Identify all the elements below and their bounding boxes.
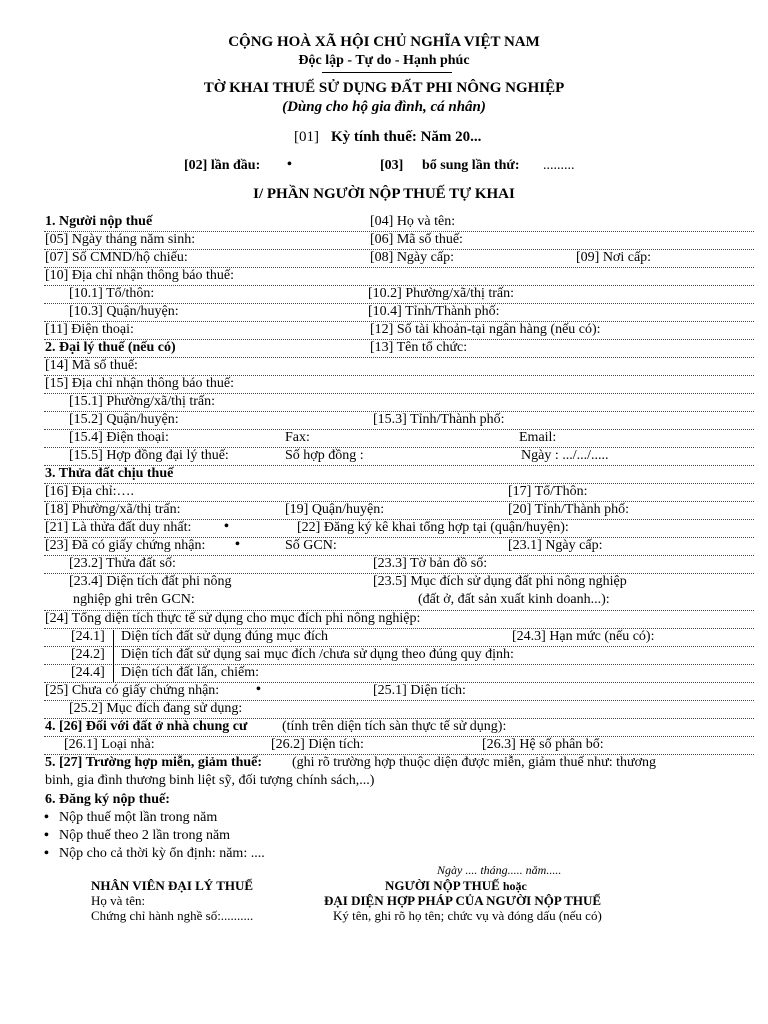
option-twice-bullet[interactable]: •: [44, 828, 49, 843]
full-name-field[interactable]: [04] Họ và tên:: [370, 214, 456, 229]
issue-place-field[interactable]: [09] Nơi cấp:: [576, 250, 652, 265]
no-certificate-checkbox[interactable]: •: [256, 682, 261, 697]
agent-province-field[interactable]: [15.3] Tỉnh/Thành phố:: [373, 412, 505, 427]
current-purpose-field[interactable]: [25.2] Mục đích đang sử dụng:: [69, 701, 243, 716]
tax-period[interactable]: Kỳ tính thuế: Năm 20...: [331, 129, 482, 145]
supplement-label: bổ sung lần thứ:: [422, 158, 520, 173]
agent-ward-field[interactable]: [15.1] Phường/xã/thị trấn:: [69, 394, 216, 409]
agent-staff-name[interactable]: Họ và tên:: [91, 893, 146, 908]
certificate-number-field[interactable]: Số GCN:: [285, 538, 337, 553]
only-plot-label: [21] Là thửa đất duy nhất:: [45, 520, 192, 535]
plot-district-field[interactable]: [19] Quận/huyện:: [285, 502, 385, 517]
land-purpose-label: [23.5] Mục đích sử dụng đất phi nông nghiệp: [373, 574, 627, 589]
payer-or: hoặc: [499, 879, 527, 893]
certificate-area-label: [23.4] Diện tích đất phi nông: [69, 574, 232, 589]
map-sheet-field[interactable]: [23.3] Tờ bản đồ số:: [373, 556, 488, 571]
agent-email-field[interactable]: Email:: [519, 430, 557, 445]
agent-tax-code-field[interactable]: [14] Mã số thuế:: [45, 358, 138, 373]
bank-account-field[interactable]: [12] Số tài khoản-tại ngân hàng (nếu có):: [370, 322, 601, 337]
house-type-field[interactable]: [26.1] Loại nhà:: [64, 737, 155, 752]
agent-staff-certificate[interactable]: Chứng chỉ hành nghề số:..........: [91, 908, 254, 923]
tax-code-field[interactable]: [06] Mã số thuế:: [370, 232, 463, 247]
plot-province-field[interactable]: [20] Tỉnh/Thành phố:: [508, 502, 630, 517]
proper-use-code: [24.1]: [71, 629, 105, 644]
has-certificate-checkbox[interactable]: •: [235, 537, 240, 552]
notice-address-label: [10] Địa chỉ nhận thông báo thuế:: [45, 268, 234, 283]
proper-use-area-field[interactable]: Diện tích đất sử dụng đúng mục đích: [121, 629, 329, 644]
agent-staff-title: NHÂN VIÊN ĐẠI LÝ THUẾ: [91, 878, 254, 893]
exemption-note: (ghi rõ trường hợp thuộc diện được miễn, giảm thuế như: thương: [292, 755, 657, 770]
district-field[interactable]: [10.3] Quận/huyện:: [69, 304, 179, 319]
payer-representative-title: ĐẠI DIỆN HỢP PHÁP CỦA NGƯỜI NỘP THUẾ: [324, 893, 601, 908]
no-certificate-label: [25] Chưa có giấy chứng nhận:: [45, 683, 220, 698]
apartment-note: (tính trên diện tích sàn thực tế sử dụng):: [282, 719, 507, 734]
option-twice-label[interactable]: Nộp thuế theo 2 lần trong năm: [59, 828, 231, 843]
contract-date-field[interactable]: Ngày : .../.../.....: [521, 448, 609, 463]
plot-number-field[interactable]: [23.2] Thửa đất số:: [69, 556, 176, 571]
plot-hamlet-field[interactable]: [17] Tổ/Thôn:: [508, 484, 588, 499]
nation-title: CỘNG HOÀ XÃ HỘI CHỦ NGHĨA VIỆT NAM: [228, 34, 540, 50]
taxpayer-heading: 1. Người nộp thuế: [45, 214, 153, 229]
agent-district-field[interactable]: [15.2] Quận/huyện:: [69, 412, 179, 427]
first-time-label: [02] lần đầu:: [184, 158, 261, 173]
land-plot-heading: 3. Thửa đất chịu thuế: [45, 466, 174, 481]
plot-ward-field[interactable]: [18] Phường/xã/thị trấn:: [45, 502, 181, 517]
contract-number-field[interactable]: Số hợp đồng :: [285, 448, 364, 463]
payment-registration-heading: 6. Đăng ký nộp thuế:: [45, 792, 170, 807]
exemption-heading: 5. [27] Trường hợp miễn, giảm thuế:: [45, 755, 263, 770]
id-number-field[interactable]: [07] Số CMND/hộ chiếu:: [45, 250, 188, 265]
apartment-heading: 4. [26] Đối với đất ở nhà chung cư: [45, 719, 248, 734]
sub-table-divider: [113, 630, 114, 682]
tax-agent-heading: 2. Đại lý thuế (nếu có): [45, 340, 176, 355]
improper-use-code: [24.2]: [71, 647, 105, 662]
section1-title: I/ PHẦN NGƯỜI NỘP THUẾ TỰ KHAI: [253, 186, 515, 202]
table-row: [44, 358, 754, 376]
encroached-code: [24.4]: [71, 665, 105, 680]
issue-date-field[interactable]: [08] Ngày cấp:: [370, 250, 454, 265]
summary-registration-field[interactable]: [22] Đăng ký kê khai tổng hợp tại (quận/huyện):: [297, 520, 569, 535]
quota-field[interactable]: [24.3] Hạn mức (nếu có):: [512, 629, 655, 644]
improper-use-area-field[interactable]: Diện tích đất sử dụng sai mục đích /chưa sử dụng theo đúng quy định:: [121, 647, 514, 662]
payer-title: NGƯỜI NỘP THUẾ: [385, 878, 500, 893]
certificate-area-field[interactable]: nghiệp ghi trên GCN:: [73, 592, 195, 607]
form-title: TỜ KHAI THUẾ SỬ DỤNG ĐẤT PHI NÔNG NGHIỆP: [203, 80, 565, 96]
total-area-label: [24] Tổng diện tích thực tế sử dụng cho mục đích phi nông nghiệp:: [45, 611, 421, 626]
land-purpose-field[interactable]: (đất ở, đất sản xuất kinh doanh...):: [418, 592, 610, 607]
supplement-code: [03]: [380, 158, 404, 173]
exemption-note-cont: binh, gia đình thương binh liệt sỹ, đối tượng chính sách,...): [45, 773, 375, 788]
birth-date-field[interactable]: [05] Ngày tháng năm sinh:: [45, 232, 196, 247]
has-certificate-label: [23] Đã có giấy chứng nhận:: [45, 538, 206, 553]
hamlet-field[interactable]: [10.1] Tổ/thôn:: [69, 286, 155, 301]
agent-fax-field[interactable]: Fax:: [285, 430, 310, 445]
motto-underline: [322, 72, 452, 73]
ward-field[interactable]: [10.2] Phường/xã/thị trấn:: [368, 286, 515, 301]
phone-field[interactable]: [11] Điện thoại:: [45, 322, 134, 337]
encroached-area-field[interactable]: Diện tích đất lấn, chiếm:: [121, 665, 260, 680]
option-stable-bullet[interactable]: •: [44, 846, 49, 861]
option-once-label[interactable]: Nộp thuế một lần trong năm: [59, 810, 218, 825]
motto: Độc lập - Tự do - Hạnh phúc: [298, 53, 470, 68]
plot-address-field[interactable]: [16] Địa chỉ:….: [45, 484, 135, 499]
table-row: [44, 484, 754, 502]
certificate-date-field[interactable]: [23.1] Ngày cấp:: [508, 538, 603, 553]
agent-contract-label: [15.5] Hợp đồng đại lý thuế:: [69, 448, 229, 463]
option-once-bullet[interactable]: •: [44, 810, 49, 825]
uncertified-area-field[interactable]: [25.1] Diện tích:: [373, 683, 466, 698]
option-stable-label[interactable]: Nộp cho cả thời kỳ ổn định: năm: ....: [59, 846, 265, 861]
agent-org-field[interactable]: [13] Tên tổ chức:: [370, 340, 468, 355]
agent-address-label: [15] Địa chỉ nhận thông báo thuế:: [45, 376, 234, 391]
signature-date[interactable]: Ngày .... tháng..... năm.....: [437, 863, 562, 877]
payer-title-line: [385, 878, 527, 894]
agent-phone-field[interactable]: [15.4] Điện thoại:: [69, 430, 169, 445]
floor-area-field[interactable]: [26.2] Diện tích:: [271, 737, 364, 752]
supplement-number[interactable]: .........: [543, 158, 575, 173]
province-field[interactable]: [10.4] Tỉnh/Thành phố:: [368, 304, 500, 319]
allocation-ratio-field[interactable]: [26.3] Hệ số phân bổ:: [482, 737, 604, 752]
only-plot-checkbox[interactable]: •: [224, 519, 229, 534]
form-subtitle: (Dùng cho hộ gia đình, cá nhân): [282, 99, 486, 115]
tax-period-code: [01]: [294, 129, 319, 145]
payer-signature-note: Ký tên, ghi rõ họ tên; chức vụ và đóng dấu (nếu có): [333, 908, 602, 923]
first-time-checkbox[interactable]: •: [287, 157, 292, 172]
